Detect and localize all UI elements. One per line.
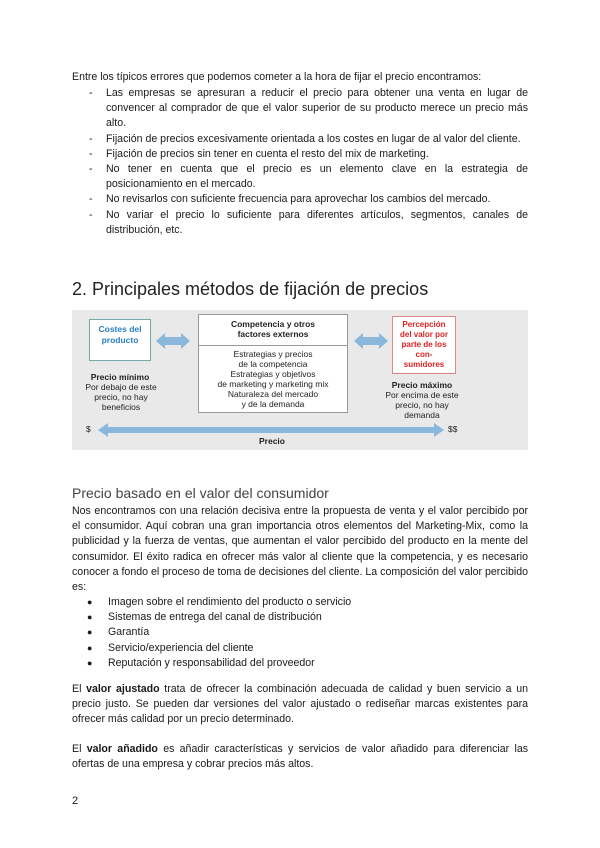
precio-maximo-title: Precio máximo [391,380,453,390]
competencia-item: Estrategias y precios [233,349,313,359]
valor-ajustado-term: valor ajustado [86,683,160,695]
body-paragraph: Nos encontramos con una relación decisiva entre la propuesta de venta y el valor percibido por el consumidor. Aquí cobran una gran importancia otros elementos del Marketing-Mix, como la publicidad y la fuerza de ventas, que aumentan el valor percibido del producto en la mente del consumidor. El éxito radica en ofrecer más valor al cliente que la competencia, y es necesario conocer a fondo el proceso de toma de decisiones del cliente. La composición del valor percibido es: [72,505,528,594]
list-item: - Fijación de precios excesivamente orientada a los costes en lugar de al valor del cliente. [72,132,528,147]
competencia-item: de marketing y marketing mix [217,379,329,389]
double-arrow-icon [156,333,190,349]
precio-maximo-text: Por encima de este precio, no hay demanda [385,390,459,420]
valor-anadido-term: valor añadido [86,743,158,755]
errores-list [72,86,528,238]
percepcion-label: Percepción del valor por parte de los con- sumidores [399,320,448,369]
costes-label: Costes del producto [98,324,142,345]
competencia-item: Estrategias y objetivos [230,369,316,379]
paragraph-text: es añadir características y servicios de valor añadido para diferenciar las ofertas de una empresa y cobrar precios más altos. [72,743,529,771]
subsection-title: Precio basado en el valor del consumidor [72,485,329,501]
list-item: - Las empresas se apresuran a reducir el precio para obtener una venta en lugar de convencer al comprador de que el valor superior de su producto merece un precio más alto. [72,86,528,132]
pricing-figure [72,310,528,450]
costes-box [89,319,151,361]
precio-minimo-text: Por debajo de este precio, no hay beneficios [85,382,157,412]
competencia-item: de la competencia [238,359,308,369]
precio-minimo-title: Precio mínimo [90,372,150,382]
intro-paragraph: Entre los típicos errores que podemos cometer a la hora de fijar el precio encontramos: [72,71,482,83]
list-item: ● Servicio/experiencia del cliente [72,641,528,656]
valor-anadido-paragraph [72,742,528,772]
competencia-box [198,314,348,413]
axis-right-label: $$ [448,424,458,434]
valor-ajustado-paragraph [72,682,528,728]
page-number: 2 [72,795,79,807]
list-item: ● Imagen sobre el rendimiento del producto o servicio [72,595,528,610]
competencia-item: y de la demanda [241,399,305,409]
list-item: - No tener en cuenta que el precio es un elemento clave en la estrategia de posicionamiento en el mercado. [72,162,528,192]
list-item: - Fijación de precios sin tener en cuenta el resto del mix de marketing. [72,147,528,162]
divider [199,345,347,346]
list-item: ● Reputación y responsabilidad del proveedor [72,656,528,671]
axis-left-label: $ [86,424,91,434]
list-item: ● Garantía [72,625,528,640]
paragraph-prefix: El [72,683,87,695]
double-arrow-icon [354,333,388,349]
axis-label: Precio [259,436,285,446]
percepcion-box [392,316,456,374]
valor-list [72,595,528,671]
list-item: - No variar el precio lo suficiente para diferentes artículos, segmentos, canales de distribución, etc. [72,208,528,238]
paragraph-prefix: El [72,743,87,755]
paragraph-text: trata de ofrecer la combinación adecuada de calidad y buen servicio a un precio justo. Se pueden dar versiones del valor ajustado o rediseñar marcas existentes para ofrecer más calidad por un precio determinado. [72,683,529,726]
competencia-title: Competencia y otros factores externos [230,319,316,339]
list-item: ● Sistemas de entrega del canal de distribución [72,610,528,625]
section-title: 2. Principales métodos de fijación de precios [72,279,429,299]
competencia-item: Naturaleza del mercado [227,389,319,399]
list-item: - No revisarlos con suficiente frecuencia para aprovechar los cambios del mercado. [72,192,528,207]
